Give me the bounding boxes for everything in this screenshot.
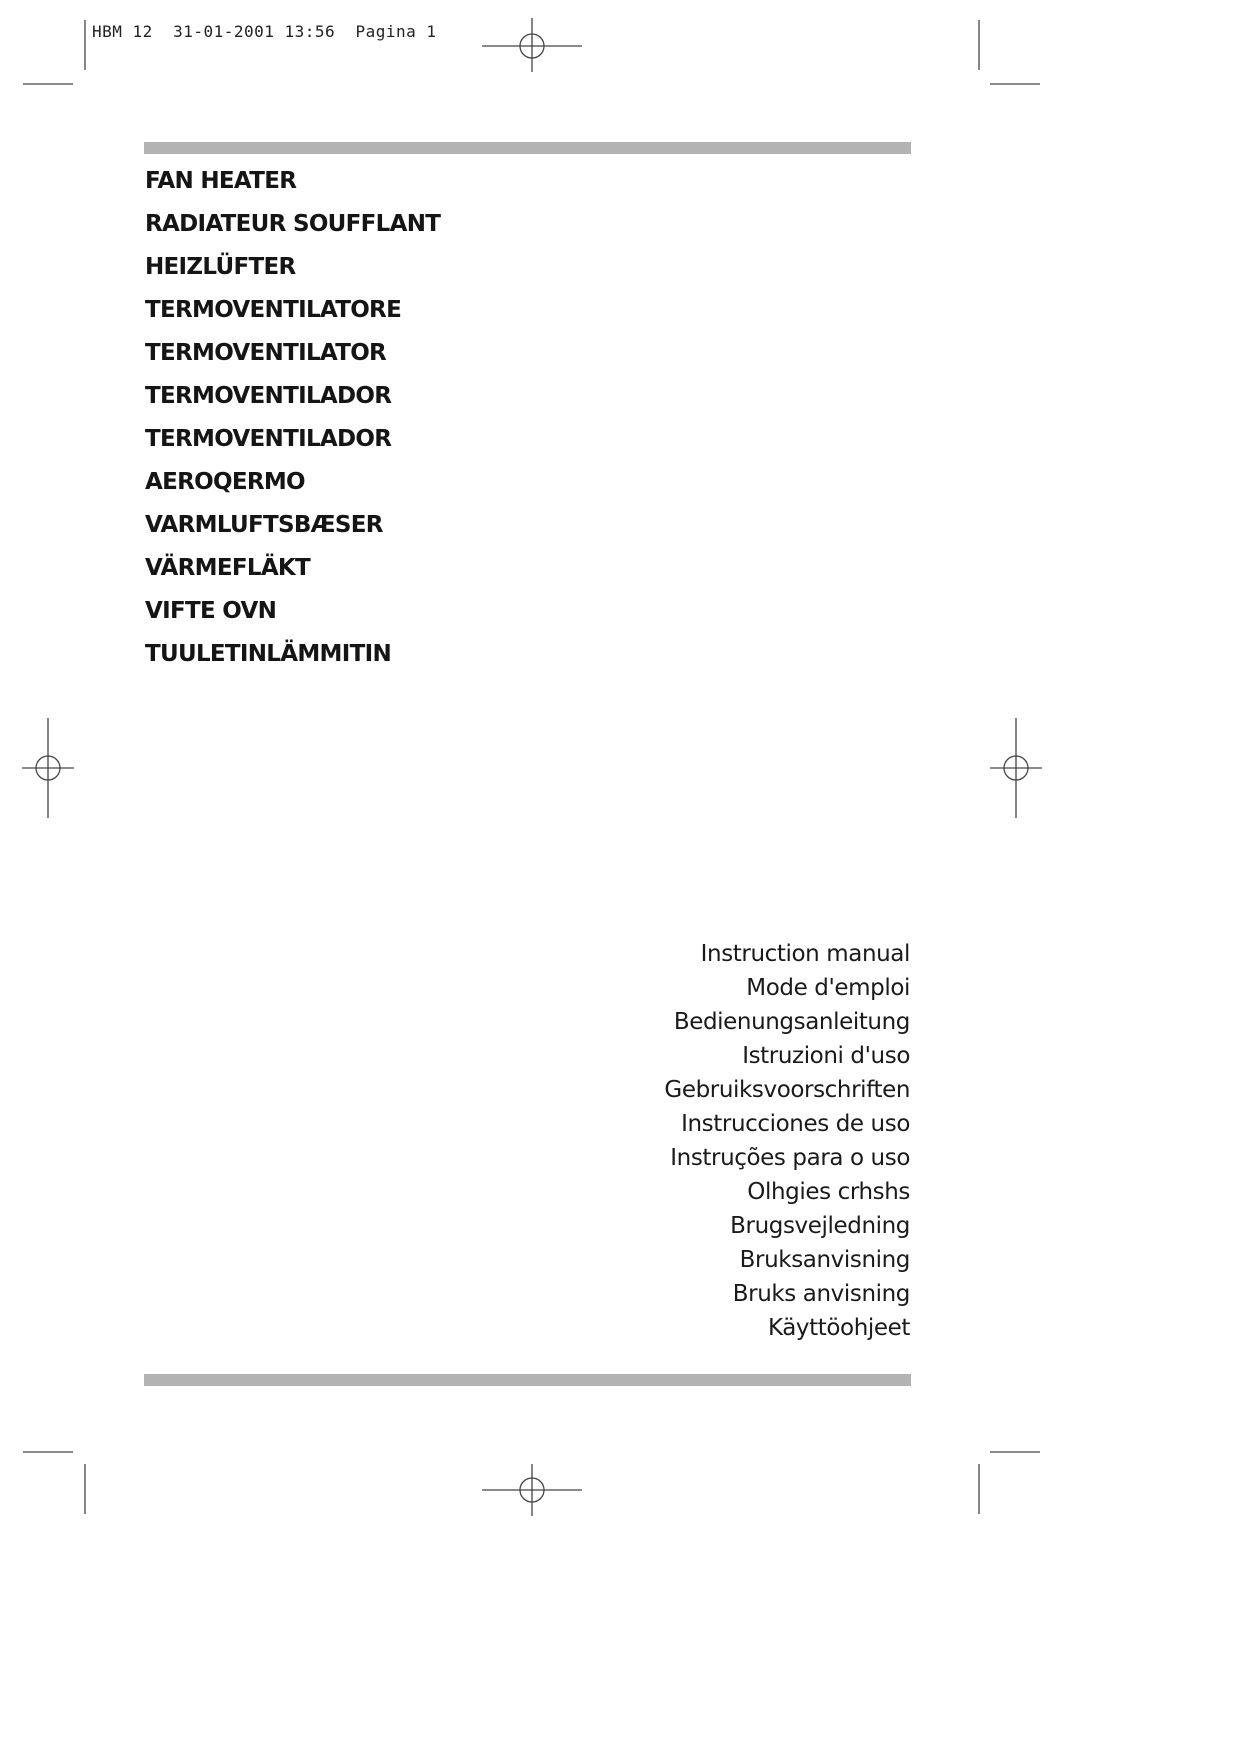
manual-label-fi: Käyttöohjeet [767,1315,910,1341]
product-title-en: FAN HEATER [145,168,297,194]
manual-label-list [664,937,910,1345]
manual-label-nl: Gebruiksvoorschriften [664,1077,910,1103]
manual-label-en: Instruction manual [700,941,910,967]
manual-label-da: Brugsvejledning [730,1213,910,1239]
manual-label-es: Instrucciones de uso [681,1111,910,1137]
manual-label-sv: Bruksanvisning [739,1247,910,1273]
product-title-pt: TERMOVENTILADOR [145,426,392,452]
product-title-sv: VÄRMEFLÄKT [145,555,311,581]
manual-label-de: Bedienungsanleitung [673,1009,910,1035]
manual-label-pt: Instruções para o uso [670,1145,910,1171]
registration-target-bottom [482,1464,582,1516]
product-title-de: HEIZLÜFTER [145,254,296,280]
registration-target-top [482,18,582,72]
manual-label-it: Istruzioni d'uso [742,1043,910,1069]
product-title-da: VARMLUFTSBÆSER [145,512,383,538]
manual-label-el: Olhgies crhshs [747,1179,910,1205]
registration-target-right [990,718,1042,818]
product-title-fr: RADIATEUR SOUFFLANT [145,211,441,237]
manual-label-no: Bruks anvisning [732,1281,910,1307]
product-title-it: TERMOVENTILATORE [145,297,402,323]
bottom-rule-bar [144,1374,911,1386]
product-title-es: TERMOVENTILADOR [145,383,392,409]
manual-label-fr: Mode d'emploi [746,975,910,1001]
top-rule-bar [144,142,911,154]
print-slug: HBM 12 31-01-2001 13:56 Pagina 1 [92,22,437,41]
product-title-list [145,160,440,676]
product-title-fi: TUULETINLÄMMITIN [145,641,391,667]
product-title-nl: TERMOVENTILATOR [145,340,387,366]
product-title-no: VIFTE OVN [145,598,277,624]
product-title-el: AEROQERMO [145,469,305,495]
registration-target-left [22,718,74,818]
